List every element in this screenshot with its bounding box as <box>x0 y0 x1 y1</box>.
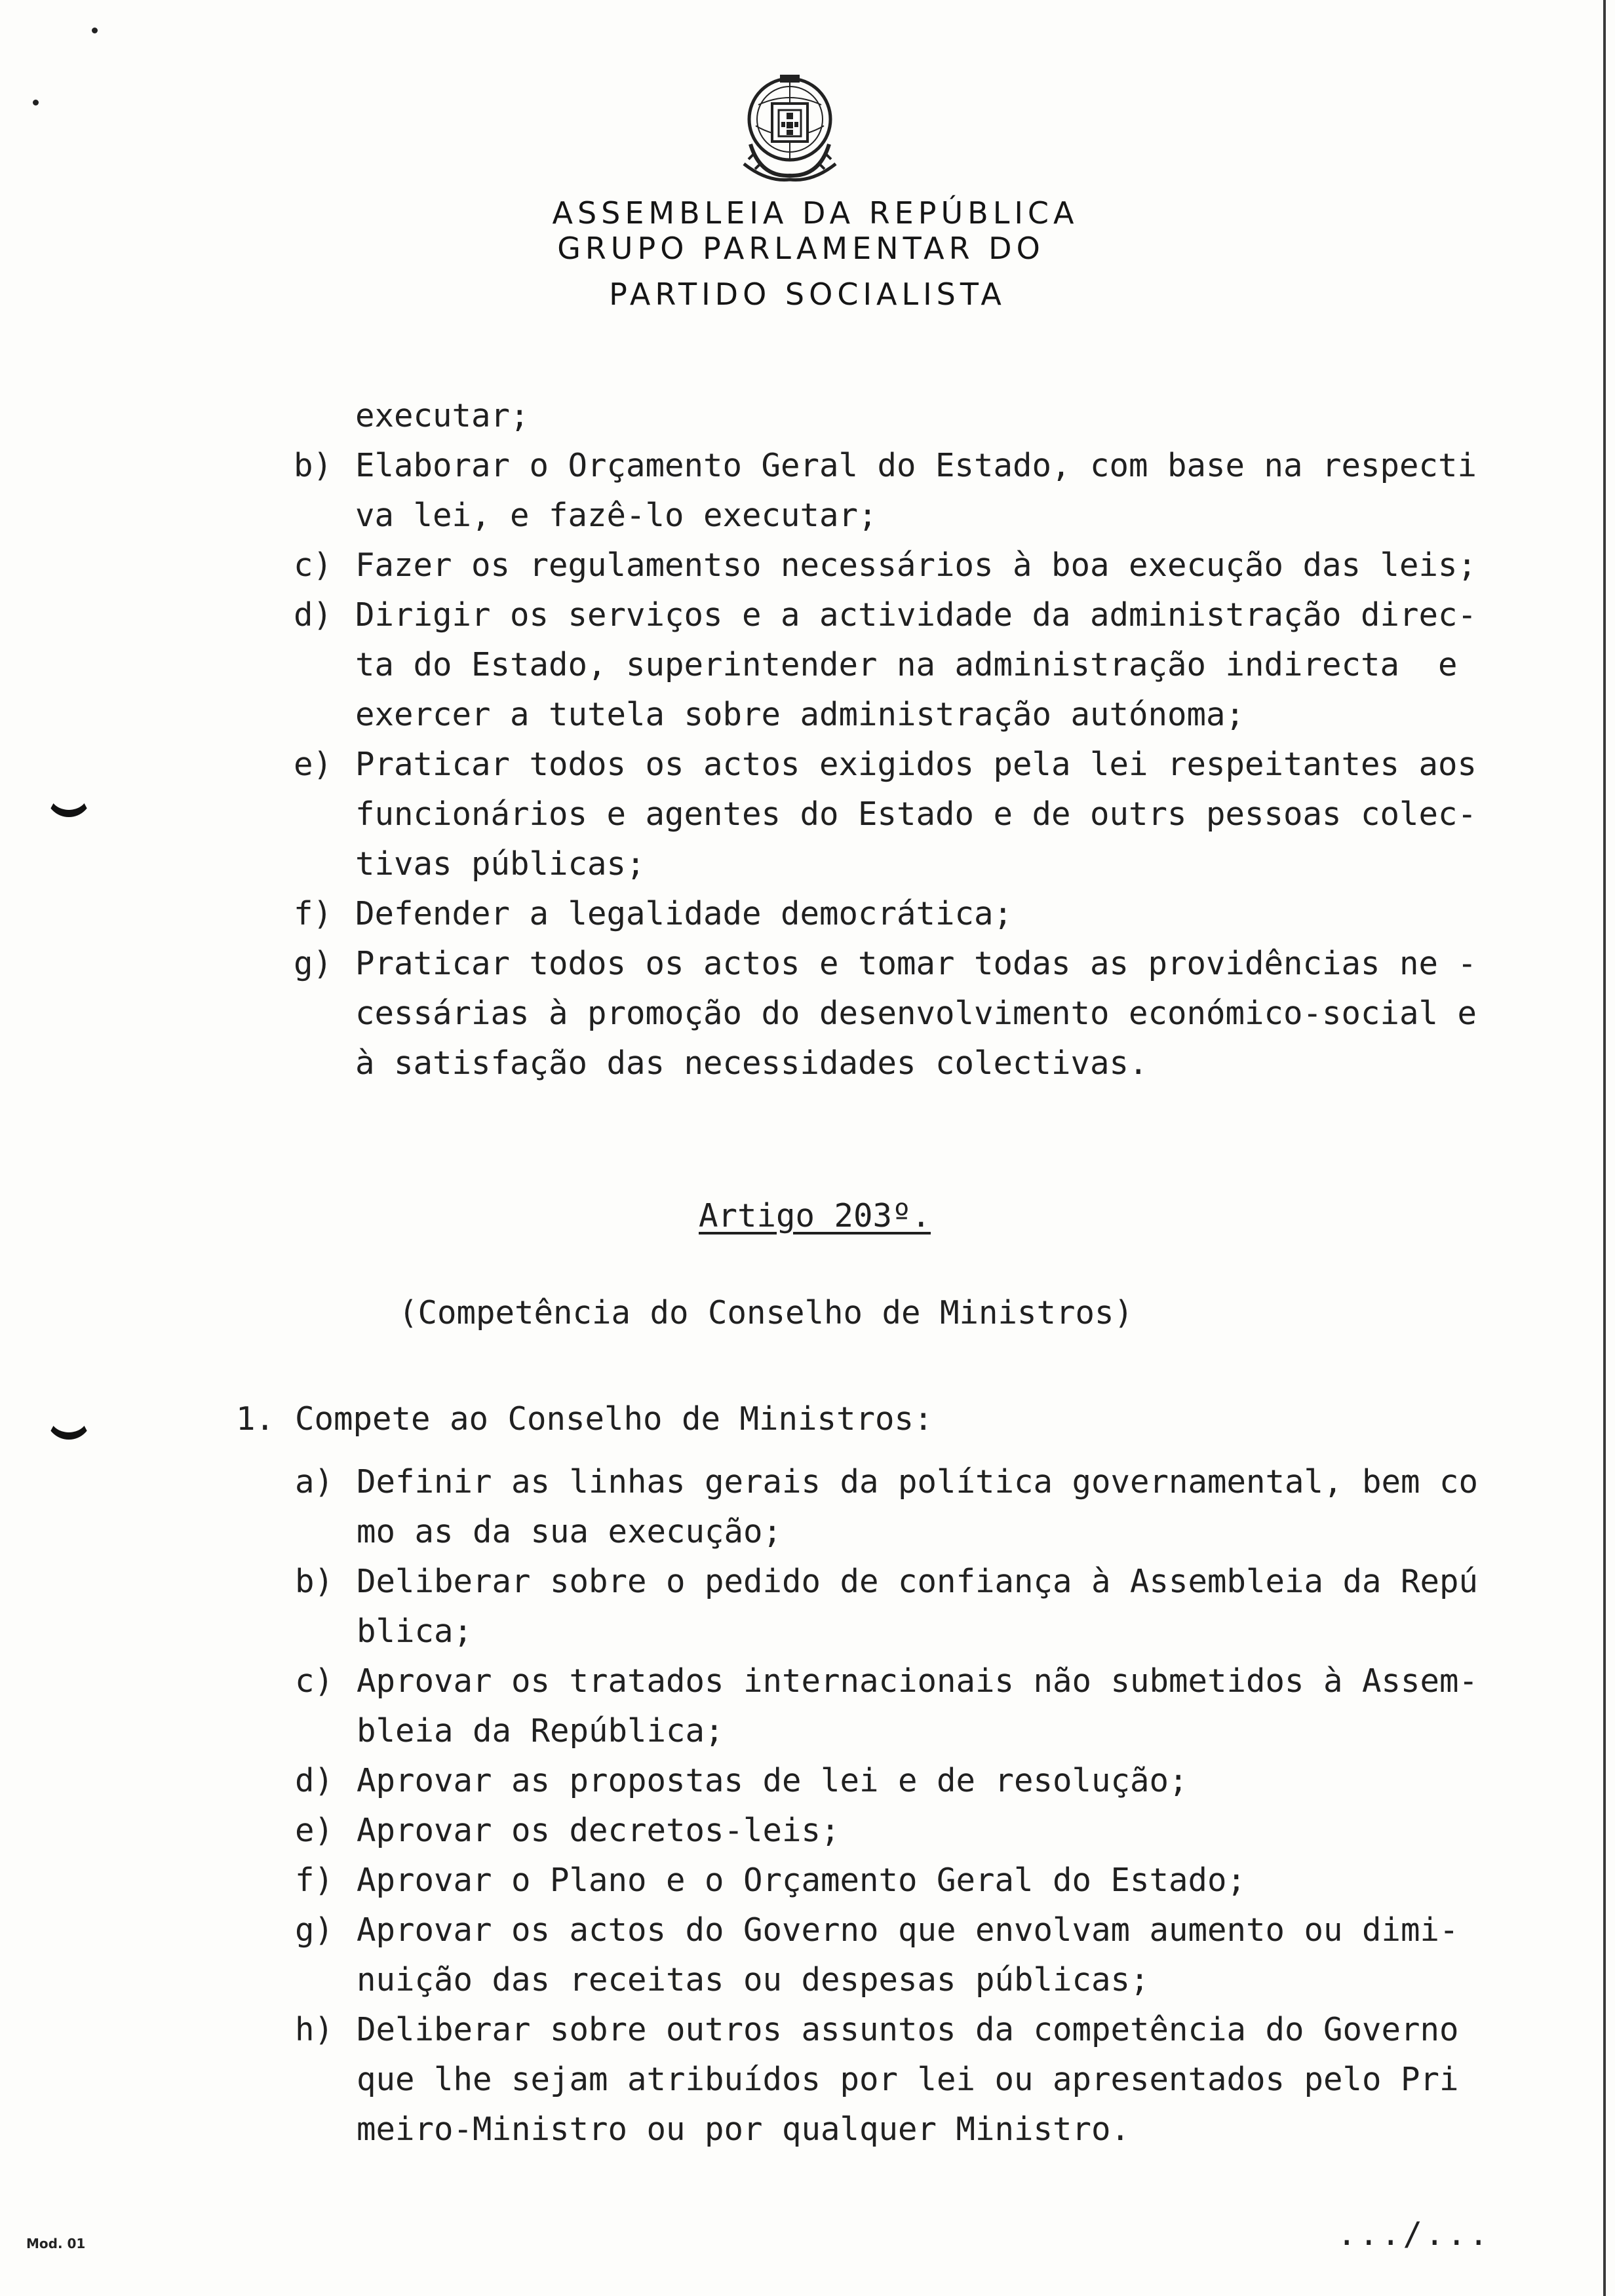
page-edge <box>1603 0 1606 2296</box>
list-item-line: Dirigir os serviços e a actividade da administração direc- <box>355 596 1477 634</box>
list-item-line: Praticar todos os actos exigidos pela lei respeitantes aos <box>355 746 1477 783</box>
list-item-line: Definir as linhas gerais da política governamental, bem co <box>357 1463 1479 1501</box>
clause-text: Compete ao Conselho de Ministros: <box>295 1400 933 1438</box>
coat-of-arms-icon <box>734 66 846 190</box>
list-item-line: meiro-Ministro ou por qualquer Ministro. <box>357 2111 1131 2148</box>
punch-hole-mark <box>46 1406 92 1440</box>
list-item-line: Defender a legalidade democrática; <box>355 895 1013 932</box>
list-marker: d) <box>294 596 333 634</box>
list-marker: g) <box>295 1911 334 1949</box>
list-marker: b) <box>295 1563 334 1600</box>
list-item-line: tivas públicas; <box>355 845 646 883</box>
list-marker: f) <box>295 1862 334 1899</box>
list-item-line: cessárias à promoção do desenvolvimento económico-social e <box>355 995 1477 1032</box>
list-item-line: Praticar todos os actos e tomar todas as providências ne - <box>355 945 1477 982</box>
list-item-line: à satisfação das necessidades colectivas. <box>355 1044 1148 1082</box>
scan-speck <box>92 28 98 33</box>
list-marker: c) <box>294 546 333 584</box>
list-item-line: va lei, e fazê-lo executar; <box>355 497 878 534</box>
list-item-line: Deliberar sobre outros assuntos da competência do Governo <box>357 2011 1459 2048</box>
continuation-text: executar; <box>355 397 530 434</box>
list-marker: h) <box>295 2011 334 2048</box>
list-item-line: Aprovar o Plano e o Orçamento Geral do Estado; <box>357 1862 1247 1899</box>
list-item-line: Elaborar o Orçamento Geral do Estado, com base na respecti <box>355 447 1477 484</box>
list-item-line: funcionários e agentes do Estado e de outrs pessoas colec- <box>355 795 1477 833</box>
scan-speck <box>33 100 39 105</box>
list-marker: a) <box>295 1463 334 1501</box>
list-marker: b) <box>294 447 333 484</box>
list-item-line: Deliberar sobre o pedido de confiança à Assembleia da Repú <box>357 1563 1479 1600</box>
header-institution: ASSEMBLEIA DA REPÚBLICA <box>552 195 1079 231</box>
form-code: Mod. 01 <box>26 2236 86 2251</box>
list-item-line: ta do Estado, superintender na administração indirecta e <box>355 646 1458 683</box>
list-item-line: Aprovar as propostas de lei e de resolução; <box>357 1762 1188 1799</box>
list-item-line: bleia da República; <box>357 1712 724 1750</box>
list-marker: e) <box>295 1812 334 1849</box>
header-group: GRUPO PARLAMENTAR DO <box>557 231 1045 266</box>
list-item-line: blica; <box>357 1613 473 1650</box>
article-subtitle: (Competência do Conselho de Ministros) <box>399 1294 1134 1331</box>
article-title: Artigo 203º. <box>699 1197 931 1234</box>
list-item-line: mo as da sua execução; <box>357 1513 783 1550</box>
list-item-line: Aprovar os tratados internacionais não submetidos à Assem- <box>357 1662 1479 1700</box>
list-item-line: Aprovar os decretos-leis; <box>357 1812 840 1849</box>
list-item-line: nuição das receitas ou despesas públicas; <box>357 1961 1150 1999</box>
list-item-line: Fazer os regulamentso necessários à boa execução das leis; <box>355 546 1477 584</box>
list-marker: c) <box>295 1662 334 1700</box>
list-item-line: Aprovar os actos do Governo que envolvam aumento ou dimi- <box>357 1911 1459 1949</box>
punch-hole-mark <box>46 784 92 817</box>
list-marker: g) <box>294 945 333 982</box>
list-marker: e) <box>294 746 333 783</box>
list-marker: f) <box>294 895 333 932</box>
header-party: PARTIDO SOCIALISTA <box>609 277 1006 312</box>
list-item-line: que lhe sejam atribuídos por lei ou apresentados pelo Pri <box>357 2061 1459 2098</box>
list-item-line: exercer a tutela sobre administração autónoma; <box>355 696 1245 733</box>
list-marker: d) <box>295 1762 334 1799</box>
clause-number: 1. <box>236 1400 275 1438</box>
continued-marker: .../... <box>1337 2215 1491 2253</box>
